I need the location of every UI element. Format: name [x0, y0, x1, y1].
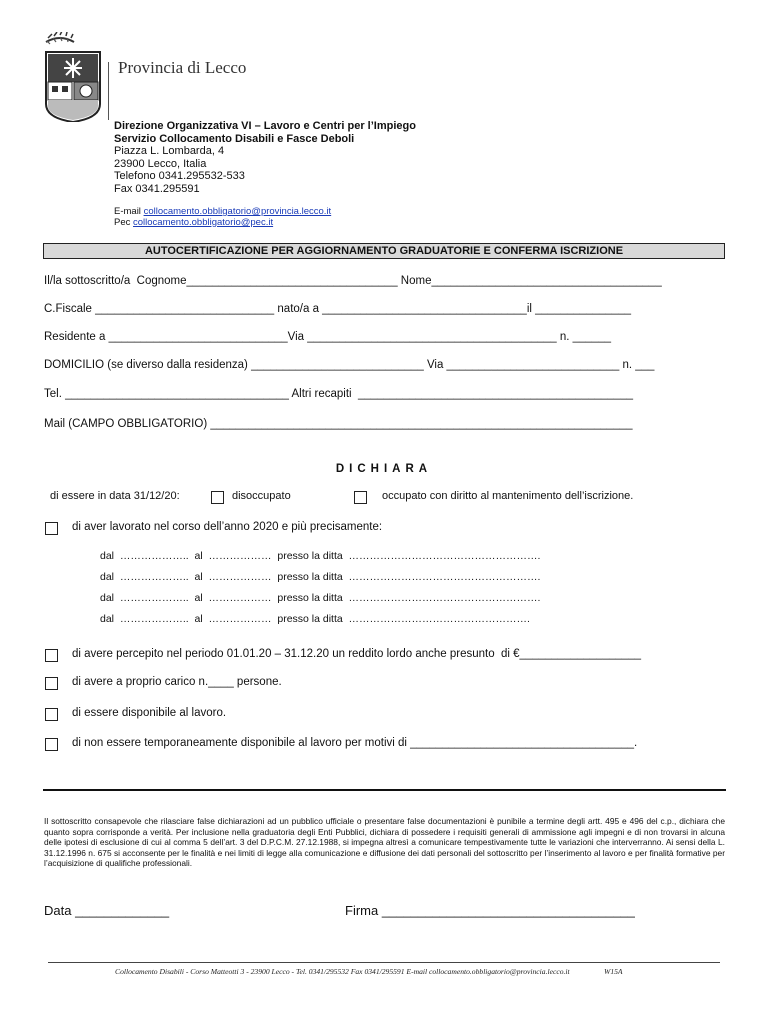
- unemployed-label: disoccupato: [232, 490, 291, 502]
- office-header: [114, 120, 416, 195]
- field-residence[interactable]: Residente a ____________________________Via _______________________________________ n. ______: [44, 331, 612, 343]
- not-available-label: di non essere temporaneamente disponibile al lavoro per motivi di ___________________________________.: [72, 737, 638, 749]
- address-line: Piazza L. Lombarda, 4: [114, 145, 225, 157]
- field-surname-name[interactable]: Il/la sottoscritto/a Cognome_________________________________ Nome____________________________________: [44, 275, 662, 287]
- unemployed-checkbox[interactable]: [211, 491, 224, 504]
- work-period-row[interactable]: dal ……………….. al ……………… presso la ditta ……………………………………………….: [100, 550, 541, 562]
- work-period-row[interactable]: dal ……………….. al ……………… presso la ditta …………………………………………….: [100, 613, 530, 625]
- work-period-row[interactable]: dal ……………….. al ……………… presso la ditta ……………………………………………….: [100, 571, 541, 583]
- pec-label: Pec: [114, 217, 134, 228]
- header-divider: [108, 62, 109, 120]
- dependents-checkbox[interactable]: [45, 677, 58, 690]
- worked-label: di aver lavorato nel corso dell’anno 2020 e più precisamente:: [72, 521, 383, 533]
- phone-line: Telefono 0341.295532-533: [114, 170, 245, 182]
- footer-divider: [48, 962, 720, 963]
- available-label: di essere disponibile al lavoro.: [72, 707, 227, 719]
- fax-line: Fax 0341.295591: [114, 182, 200, 195]
- contacts: [114, 206, 331, 228]
- form-title: AUTOCERTIFICAZIONE PER AGGIORNAMENTO GRADUATORIE E CONFERMA ISCRIZIONE: [43, 243, 725, 259]
- worked-checkbox[interactable]: [45, 522, 58, 535]
- legal-disclaimer: Il sottoscritto consapevole che rilasciare false dichiarazioni ad un pubblico ufficiale o presentare false documentazioni è punibile a termine degli artt. 495 e 496 del c.p., dichiara che quanto sopra corrisponde a verità. Per inclusione nella graduatoria degli Enti Pubblici, dichiara di possedere i requisiti generali di ammissione agli impegni e di non trovarsi in alcuna delle ipotesi di esclusione di cui al comma 5 dell’art. 3 del D.P.C.M. 27.12.1988, si impegna altresì a comunicare tempestivamente tutte le variazioni che interverranno. Ai sensi della L. 31.12.1996 n. 675 si acconsente per le finalità e nei limiti di legge alla comunicazione e diffusione dei dati personali del sottoscritto per l’inserimento al lavoro e per finalità formative per l’acquisizione di qualifiche professionali.: [44, 816, 725, 868]
- service-line: Servizio Collocamento Disabili e Fasce Deboli: [114, 132, 355, 145]
- org-name: Provincia di Lecco: [118, 58, 247, 77]
- date-field[interactable]: Data _____________: [44, 903, 170, 918]
- income-checkbox[interactable]: [45, 649, 58, 662]
- not-available-checkbox[interactable]: [45, 738, 58, 751]
- field-mail[interactable]: Mail (CAMPO OBBLIGATORIO) __________________________________________________________________: [44, 418, 633, 430]
- direction-line: Direzione Organizzativa VI – Lavoro e Centri per l’Impiego: [114, 120, 416, 132]
- income-label: di avere percepito nel periodo 01.01.20 – 31.12.20 un reddito lordo anche presunto di €___________________: [72, 648, 642, 660]
- field-domicile[interactable]: DOMICILIO (se diverso dalla residenza) ___________________________ Via ___________________________ n. ___: [44, 359, 655, 371]
- pec-link[interactable]: collocamento.obbligatorio@pec.it: [133, 217, 274, 228]
- signature-field[interactable]: Firma ___________________________________: [345, 903, 635, 918]
- employed-checkbox[interactable]: [354, 491, 367, 504]
- declares-heading: DICHIARA: [335, 463, 433, 475]
- section-divider: [43, 789, 726, 791]
- field-phone-contacts[interactable]: Tel. ___________________________________ Altri recapiti ___________________________________________: [44, 388, 633, 400]
- employed-label: occupato con diritto al mantenimento dell’iscrizione.: [382, 490, 634, 502]
- status-date-label: di essere in data 31/12/20:: [50, 490, 180, 502]
- work-period-row[interactable]: dal ……………….. al ……………… presso la ditta ……………………………………………….: [100, 592, 541, 604]
- footer-text: Collocamento Disabili - Corso Matteotti 3 - 23900 Lecco - Tel. 0341/295532 Fax 0341/295591 E-mail collocamento.obbligatorio@provincia.lecco.it: [115, 967, 570, 976]
- available-checkbox[interactable]: [45, 708, 58, 721]
- dependents-label: di avere a proprio carico n.____ persone.: [72, 676, 282, 688]
- email-label: E-mail: [114, 206, 144, 217]
- form-code: W15A: [604, 967, 623, 976]
- email-link[interactable]: collocamento.obbligatorio@provincia.lecco.it: [143, 206, 332, 217]
- city-line: 23900 Lecco, Italia: [114, 157, 207, 170]
- field-tax-code-birthplace[interactable]: C.Fiscale ____________________________ nato/a a ________________________________il _______________: [44, 303, 632, 315]
